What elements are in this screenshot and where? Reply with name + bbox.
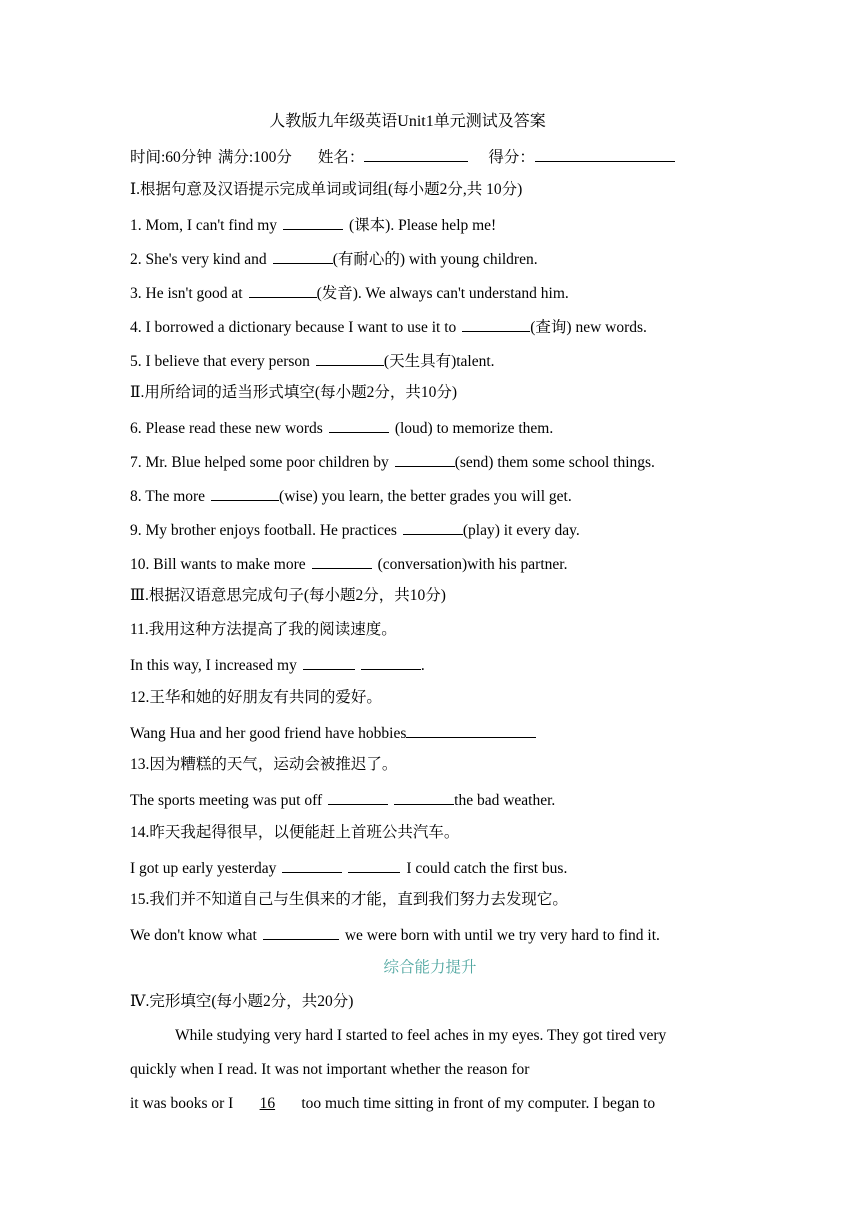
q8-blank[interactable]	[211, 485, 279, 501]
question-10	[130, 553, 567, 575]
full-score: 满分:100分	[217, 149, 292, 166]
q5-text-after: (天生具有)talent.	[383, 353, 495, 370]
q7-text-before: 7. Mr. Blue helped some poor children by	[130, 454, 389, 471]
question-15-chinese: 15.我们并不知道自己与生俱来的才能，直到我们努力去发现它。	[130, 891, 568, 908]
section-3-heading: Ⅲ.根据汉语意思完成句子(每小题2分，共10分)	[130, 587, 446, 604]
q1-text-before: 1. Mom, I can't find my	[130, 217, 278, 234]
q15-text-after: we were born with until we try very hard to find it.	[344, 927, 660, 944]
q7-blank[interactable]	[395, 451, 455, 467]
question-12-chinese: 12.王华和她的好朋友有共同的爱好。	[130, 689, 382, 706]
q10-blank[interactable]	[312, 553, 372, 569]
q10-text-before: 10. Bill wants to make more	[130, 556, 306, 573]
q2-text-after: (有耐心的) with young children.	[332, 251, 538, 268]
q2-blank[interactable]	[273, 248, 333, 264]
q13-blank-2[interactable]	[394, 789, 454, 805]
q9-blank[interactable]	[403, 519, 463, 535]
q13-text-after: the bad weather.	[454, 792, 556, 809]
q15-text-before: We don't know what	[130, 927, 257, 944]
q3-blank[interactable]	[249, 282, 317, 298]
q9-text-before: 9. My brother enjoys football. He practices	[130, 522, 397, 539]
q8-text-after: (wise) you learn, the better grades you will get.	[279, 488, 572, 505]
q11-text-before: In this way, I increased my	[130, 657, 297, 674]
passage-line-3-after: too much time sitting in front of my computer. I began to	[301, 1095, 656, 1112]
passage-line-3	[130, 1094, 655, 1114]
section-4-heading: Ⅳ.完形填空(每小题2分，共20分)	[130, 993, 354, 1010]
time-limit: 时间:60分钟	[130, 149, 212, 166]
question-8	[130, 485, 572, 507]
question-5	[130, 350, 495, 372]
q4-text-after: (查询) new words.	[530, 319, 647, 336]
score-field[interactable]	[535, 146, 675, 162]
q3-text-before: 3. He isn't good at	[130, 285, 243, 302]
question-6	[130, 417, 553, 439]
q14-blank-1[interactable]	[282, 857, 342, 873]
q6-text-after: (loud) to memorize them.	[394, 420, 554, 437]
question-9	[130, 519, 580, 541]
question-4	[130, 316, 647, 338]
q9-text-after: (play) it every day.	[462, 522, 580, 539]
section-2-heading: Ⅱ.用所给词的适当形式填空(每小题2分，共10分)	[130, 384, 457, 401]
q6-blank[interactable]	[329, 417, 389, 433]
q5-text-before: 5. I believe that every person	[130, 353, 310, 370]
question-13-chinese: 13.因为糟糕的天气，运动会被推迟了。	[130, 756, 398, 773]
q11-text-after: .	[420, 657, 425, 674]
q12-text-before: Wang Hua and her good friend have hobbies	[130, 725, 407, 742]
q1-blank[interactable]	[283, 214, 343, 230]
passage-line-2: quickly when I read. It was not important whether the reason for	[130, 1061, 530, 1078]
question-12-english	[130, 722, 536, 744]
question-1	[130, 214, 496, 236]
question-7	[130, 451, 655, 473]
q10-text-after: (conversation)with his partner.	[377, 556, 568, 573]
question-15-english	[130, 924, 660, 946]
q12-blank[interactable]	[406, 722, 536, 738]
name-label: 姓名：	[317, 149, 365, 166]
question-11-chinese: 11.我用这种方法提高了我的阅读速度。	[130, 621, 397, 638]
page-title: 人教版九年级英语Unit1单元测试及答案	[269, 113, 546, 130]
name-field[interactable]	[364, 146, 468, 162]
q13-text-before: The sports meeting was put off	[130, 792, 323, 809]
q7-text-after: (send) them some school things.	[454, 454, 655, 471]
q13-blank-1[interactable]	[328, 789, 388, 805]
question-3	[130, 282, 569, 304]
q1-text-after: (课本). Please help me!	[349, 217, 497, 234]
question-14-chinese: 14.昨天我起得很早，以便能赶上首班公共汽车。	[130, 824, 460, 841]
q6-text-before: 6. Please read these new words	[130, 420, 323, 437]
q11-blank-1[interactable]	[303, 654, 355, 670]
cloze-blank-16[interactable]: 16	[259, 1095, 276, 1112]
q2-text-before: 2. She's very kind and	[130, 251, 267, 268]
q3-text-after: (发音). We always can't understand him.	[316, 285, 569, 302]
section-divider-title: 综合能力提升	[383, 959, 477, 976]
q14-text-before: I got up early yesterday	[130, 860, 277, 877]
q4-blank[interactable]	[462, 316, 530, 332]
question-2	[130, 248, 538, 270]
q8-text-before: 8. The more	[130, 488, 206, 505]
q5-blank[interactable]	[316, 350, 384, 366]
q14-text-after: I could catch the first bus.	[406, 860, 568, 877]
q4-text-before: 4. I borrowed a dictionary because I want to use it to	[130, 319, 457, 336]
score-label: 得分：	[488, 149, 535, 166]
question-11-english	[130, 654, 425, 676]
section-1-heading: Ⅰ.根据句意及汉语提示完成单词或词组(每小题2分,共 10分)	[130, 181, 523, 198]
question-14-english	[130, 857, 567, 879]
passage-line-1: While studying very hard I started to feel aches in my eyes. They got tired very	[175, 1027, 667, 1044]
q15-blank[interactable]	[263, 924, 339, 940]
exam-header	[130, 146, 675, 168]
question-13-english	[130, 789, 555, 811]
q14-blank-2[interactable]	[348, 857, 400, 873]
passage-line-3-before: it was books or I	[130, 1095, 234, 1112]
q11-blank-2[interactable]	[361, 654, 421, 670]
